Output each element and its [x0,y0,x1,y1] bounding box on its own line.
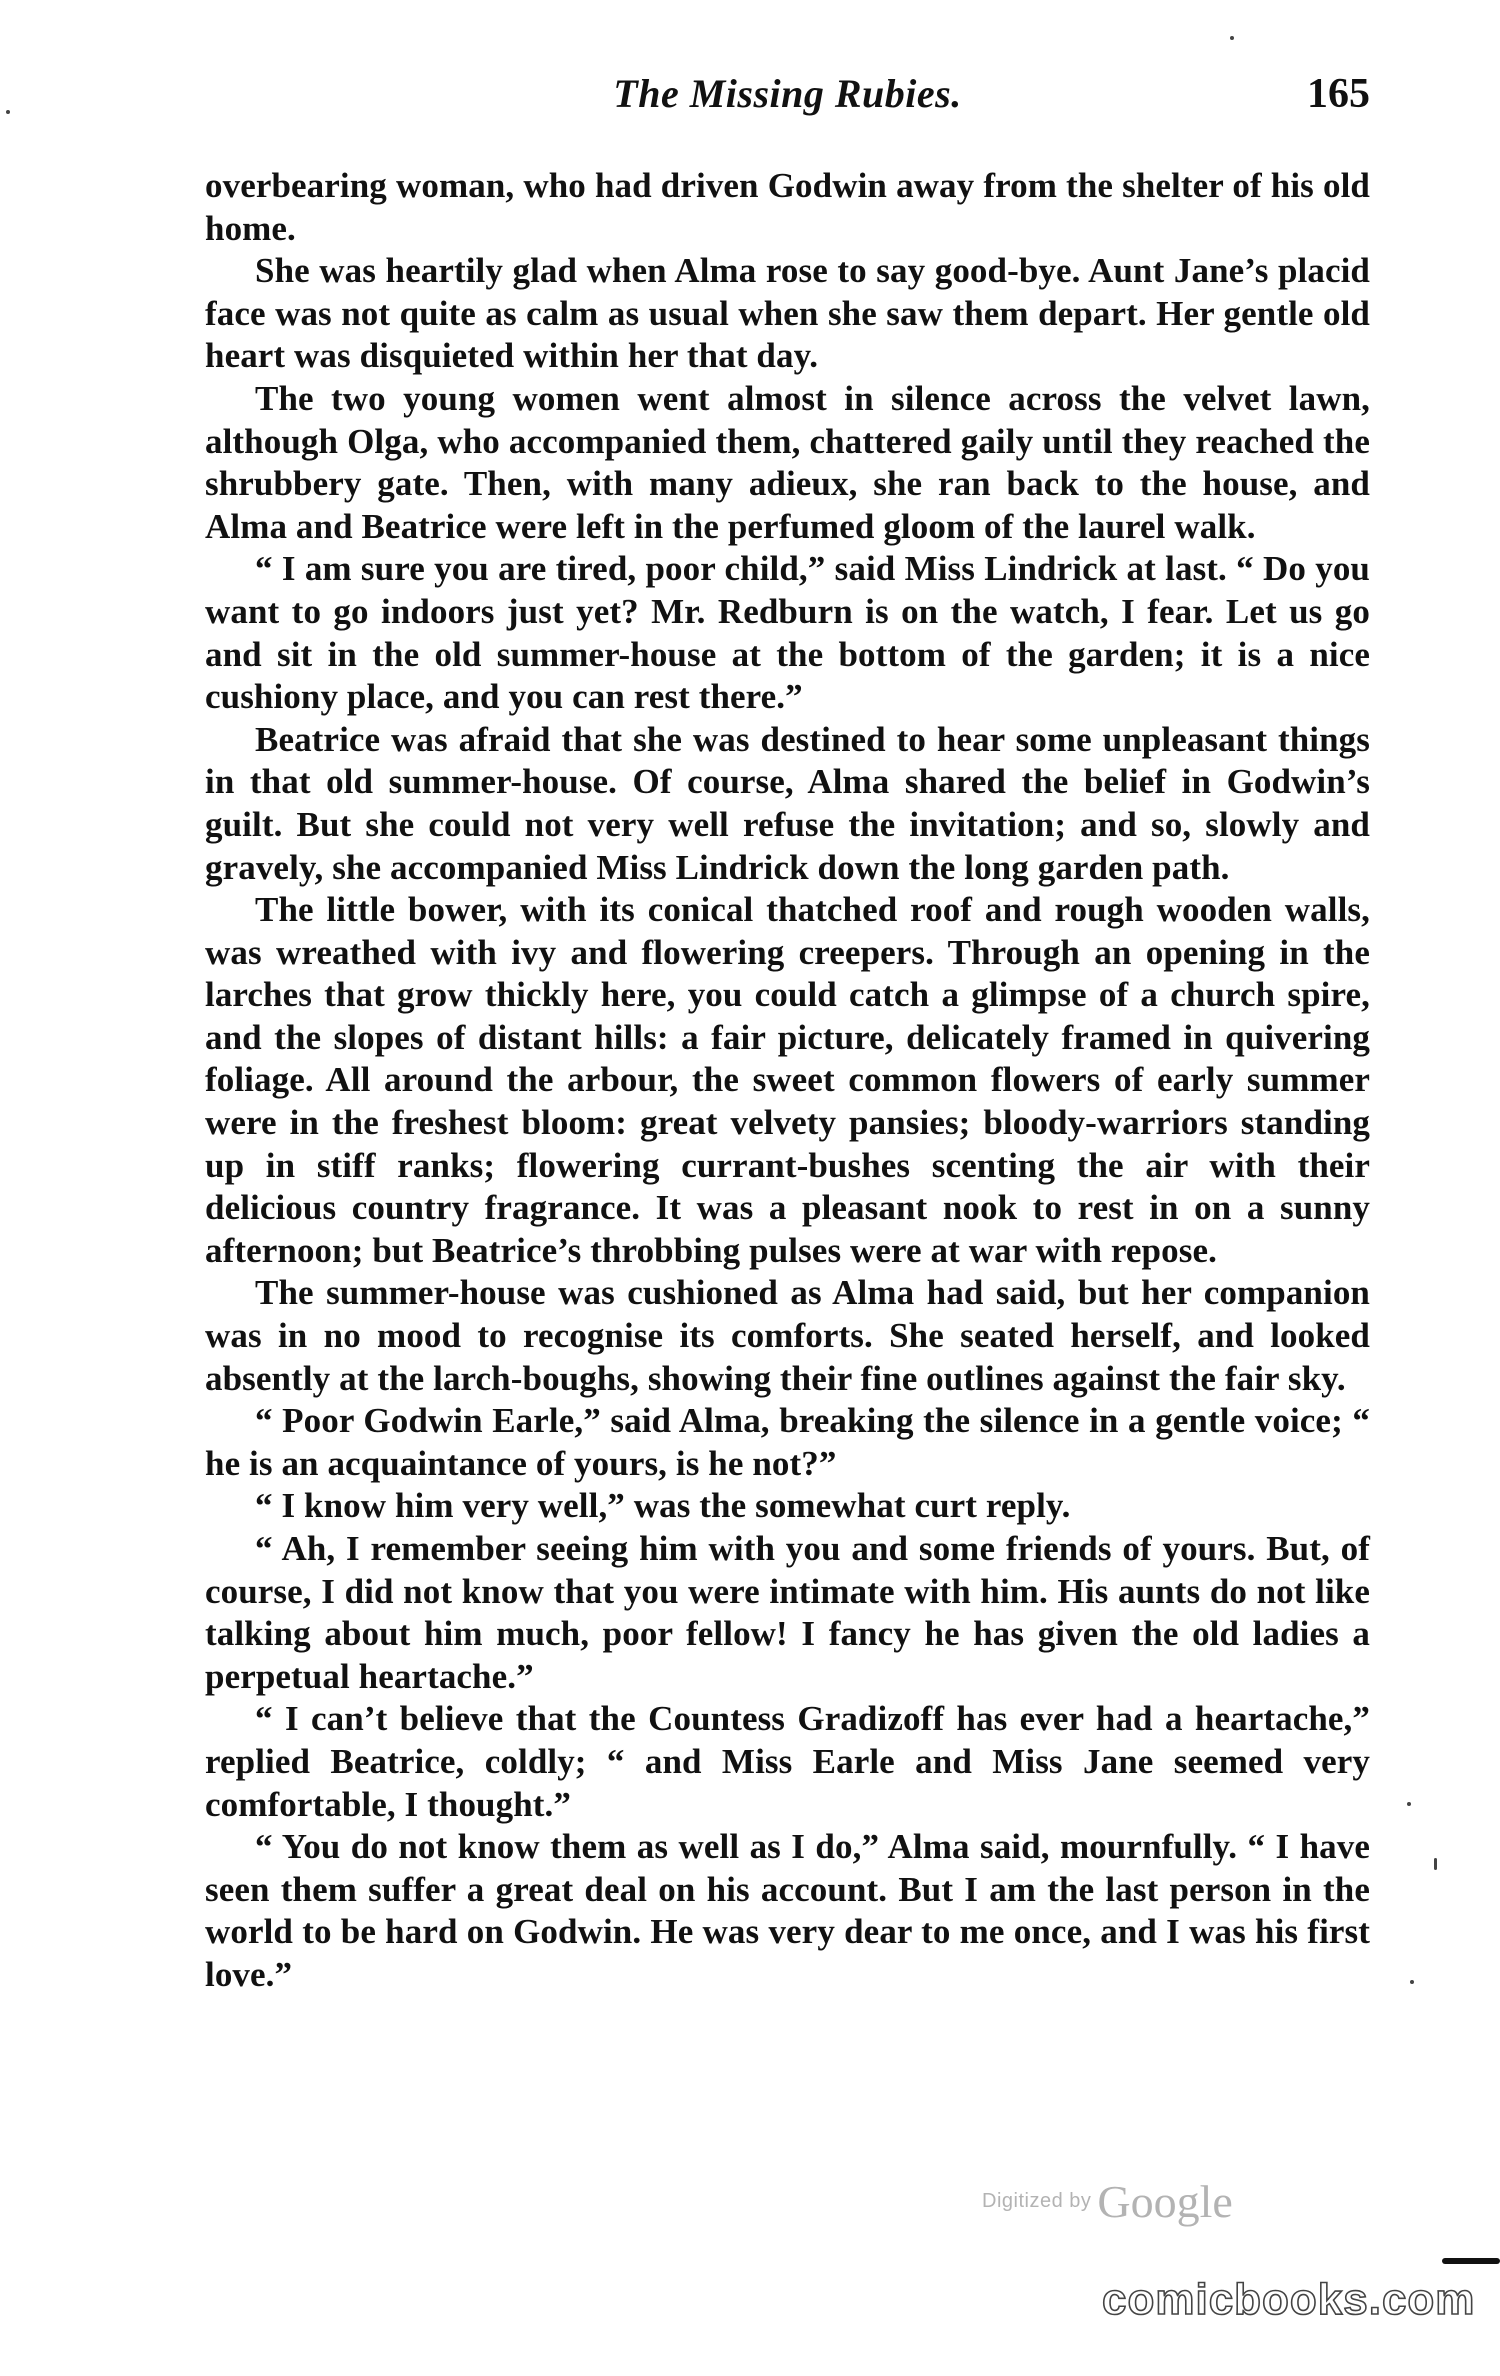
paragraph: “ I am sure you are tired, poor child,” said Miss Lindrick at last. “ Do you want to go indoors just yet? Mr. Redburn is on the watch, I fear. Let us go and sit in the old summer-house at the bottom of the garden; it is a nice cushiony place, and you can rest there.” [205,549,1370,717]
scan-speck [1407,1802,1411,1806]
paragraph: “ You do not know them as well as I do,” Alma said, mournfully. “ I have seen them suffer a great deal on his account. But I am the last person in the world to be hard on Godwin. He was very dear to me once, and I was his first love.” [205,1827,1370,1994]
paragraph: The two young women went almost in silence across the velvet lawn, although Olga, who accompanied them, chattered gaily until they reached the shrubbery gate. Then, with many adieux, she ran back to the house, and Alma and Beatrice were left in the perfumed gloom of the laurel walk. [205,378,1370,546]
digitized-by-label: Digitized by [982,2190,1092,2212]
site-watermark: comicbooks.com [1102,2275,1476,2324]
paragraph: The summer-house was cushioned as Alma had said, but her companion was in no mood to recognise its comforts. She seated herself, and looked absently at the larch-boughs, showing their fine outlines against the fair sky. [205,1273,1370,1398]
scan-speck [1434,1858,1437,1870]
google-watermark [982,2175,1233,2228]
paragraph: “ I can’t believe that the Countess Gradizoff has ever had a heartache,” replied Beatrice, coldly; “ and Miss Earle and Miss Jane seemed very comfortable, I thought.” [205,1699,1370,1824]
running-head [205,70,1370,130]
paragraph: “ Poor Godwin Earle,” said Alma, breaking the silence in a gentle voice; “ he is an acquaintance of yours, is he not?” [205,1401,1370,1483]
running-title: The Missing Rubies. [613,71,962,116]
paragraph: Beatrice was afraid that she was destined to hear some unpleasant things in that old summer-house. Of course, Alma shared the belief in Godwin’s guilt. But she could not very well refuse the invitation; and so, slowly and gravely, she accompanied Miss Lindrick down the long garden path. [205,719,1370,887]
scan-speck [1410,1980,1414,1984]
paragraph: The little bower, with its conical thatched roof and rough wooden walls, was wreathed with ivy and flowering creepers. Through an opening in the larches that grow thickly here, you could catch a glimpse of a church spire, and the slopes of distant hills: a fair picture, delicately framed in quivering foliage. All around the arbour, the sweet common flowers of early summer were in the freshest bloom: great velvety pansies; bloody-warriors standing up in stiff ranks; flowering currant-bushes scenting the air with their delicious country fragrance. It was a pleasant nook to rest in on a sunny afternoon; but Beatrice’s throbbing pulses were at war with repose. [205,890,1370,1270]
scan-speck [6,110,10,114]
page-number: 165 [1307,71,1370,117]
paragraph: “ I know him very well,” was the somewhat curt reply. [255,1486,1071,1526]
paragraph: overbearing woman, who had driven Godwin away from the shelter of his old home. [205,166,1370,248]
body-text [205,165,1370,1997]
paragraph: She was heartily glad when Alma rose to say good-bye. Aunt Jane’s placid face was not quite as calm as usual when she saw them depart. Her gentle old heart was disquieted within her that day. [205,251,1370,376]
page-edge-mark [1442,2258,1500,2264]
paragraph: “ Ah, I remember seeing him with you and some friends of yours. But, of course, I did not know that you were intimate with him. His aunts do not like talking about him much, poor fellow! I fancy he has given the old ladies a perpetual heartache.” [205,1529,1370,1696]
google-logo-text: Google [1097,2176,1233,2227]
scan-speck [1230,36,1234,40]
